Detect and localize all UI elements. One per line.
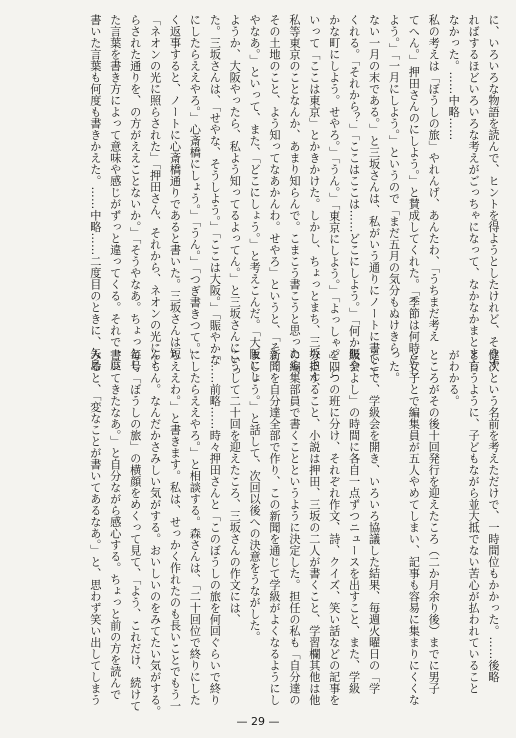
text-line: らされた通りを、の方がええことないか。」「そうやなあ。ちょっとし (128, 14, 142, 371)
text-line: やなあ。」といって、また、「どこにしょう。」と考えこんだ。「大阪にし (248, 14, 262, 383)
text-line: ればするほどいろいろな考えがごっちゃになって、なかなかまとまら (467, 14, 481, 371)
text-line: た言葉を書き方によって意味や感じがずっと違ってくる。それで一度 (108, 14, 122, 371)
text-line: 書いた言葉も何度も書きかえた。……中略……二度目のときに、矢島 (88, 14, 102, 371)
text-line: 「……前略……時々押田さんと「このぼうしの旅を何回ぐらいで終り (208, 349, 222, 706)
text-line: 級会よし」の時間に各自一点ずつニュースを出すこと、また、学級 (347, 349, 361, 694)
text-line: ようか、大阪やったら、私よう知ってるよってん。」と三坂さんにいっ (228, 14, 242, 377)
text-line: と言うように、子どもながら並大抵でない苦心が払われていること (467, 349, 481, 694)
text-line: なかった。……中略…… (447, 14, 461, 141)
text-line: こうして二十回を迎えたころ、三坂さんの作文には、 (228, 349, 242, 625)
text-line: ところがその後十回発行を迎えたころ（二か月余り後）までに男子 (427, 349, 441, 694)
text-line: いって「ここは東京」とかきかけた。しかし、ちょっとまち、三坂さん、 (307, 14, 321, 394)
text-line: と女子とで編集員が五人やめてしまい、記事も容易に集まりにくくな (407, 349, 421, 706)
text-line: た。三坂さんは、「せやな、そうしよう。」「ここは大阪。」「賑やかな (208, 14, 222, 366)
text-line: その土地のこと、よう知ってなあかんわ。せやろ」というと、「そう (268, 14, 282, 365)
text-line: てへん。」押田さんのにしよう。」と賛成してくれた。「季節は何時にし (407, 14, 421, 377)
text-line: みると、「変なことが書いてあるなあ。」と、思わず笑い出してしまう (88, 349, 102, 706)
text-line: かな町にしよう。せやろ。」「うん。」「東京にしよう。」「よっしゃ。」と (327, 14, 341, 378)
lower-text-block (3, 349, 503, 717)
text-line: 健次という名前を考えただけで、一時間位もかかった。……後略 (487, 349, 500, 683)
text-line: ましょう。」と話して、次回以後への決意をうながした。 (248, 349, 262, 643)
text-line: にしたらええやろ。」心斎橋にしょう。」「うん。」「つぎ書きつて。」 (188, 14, 202, 360)
text-line: らええわ。」と書きます。私は、せっかく作れたのも長いことでもう一 (168, 349, 182, 712)
text-line: 分担すること、小説は押田、三坂の二人が書くこと、学習欄其他は他 (307, 349, 321, 706)
text-line: 新聞を自分達全部で作り、この新聞を通じて学級がよくなるようにし (268, 349, 282, 706)
text-line: んもん。なんだかさみしい気がする。おいしいのをみてたい気がする。 (148, 349, 162, 717)
text-line: がわかる。 (447, 349, 461, 407)
text-line: く返事すると、ノートに心斎橋通りであると書いた。三坂さんは短 (168, 14, 182, 359)
text-line: 私等東京のことなんか、あまり知らんで。こまこう書こうと思ったら、 (287, 14, 301, 382)
text-line: 毎号「ぼうしの旅」の横顔をめくって見て、「よう、これだけ、続けて (128, 349, 142, 712)
text-line: の編集部員で書くことというように決定した。担任の私も「自分達の (287, 349, 301, 706)
text-line: そこで、学級会を開き、いろいろ協議した結果、毎週火曜日の「学 (367, 349, 381, 694)
text-line: くれる。「それから？」「ここはここは……どこにしよう。」「何か賑や (347, 14, 361, 372)
text-line: った。 (387, 349, 401, 384)
text-line: ない一月の末である。」と三坂さんは、私がいう通りにノートに書いて (367, 14, 381, 377)
text-line: 「ネオンの光に照らされた」「押田さん、それから、ネオンの光にて (148, 14, 162, 365)
text-line: を四つの班に分け、それぞれ作文、詩、クイズ、笑い話などの記事を (327, 349, 341, 706)
text-line: よう。」「一月にしよう。」というので「まだ五月の気分もぬけきら (387, 14, 401, 354)
text-line: に、いろいろな物語を読んで、ヒントを得ようとしたけれど、そうす (487, 14, 500, 371)
text-line: 私の考えは「ぼうしの旅」やれんげ、あんたわ、「うちまだ考え (427, 14, 441, 342)
page-number: — 29 — (236, 715, 280, 728)
text-line: にしたらええやろ。」と相談する。森さんは、「二十回位で終りにした (188, 349, 202, 706)
text-line: 書いてきたなあ。」と自分ながら感心する。ちょっと前の方を読んで (108, 349, 122, 700)
